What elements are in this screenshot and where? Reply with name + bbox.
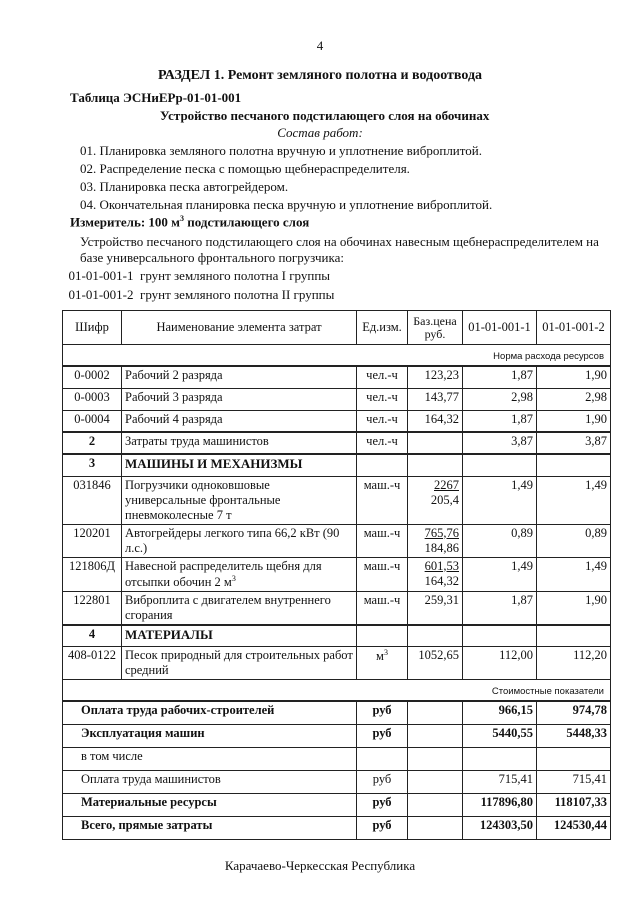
cell-name: Погрузчики одноковшовые универсальные фронтальные пневмоколесные 7 т [122,476,357,524]
cost-v2: 124530,44 [537,816,611,839]
cost-v1: 966,15 [463,701,537,724]
cost-v1: 715,41 [463,770,537,793]
table-row [63,476,611,524]
meter-sup: 3 [180,214,185,223]
cell-name: Автогрейдеры легкого типа 66,2 кВт (90 л.с.) [122,524,357,557]
unit-text: м [376,649,384,664]
operators-row [63,432,611,454]
cell-empty [408,625,463,647]
price-value: 601,53 [424,558,459,573]
cost-unit: руб [357,701,408,724]
cell-v2: 1,49 [537,557,611,591]
cost-v1: 117896,80 [463,793,537,816]
cell-name [122,557,357,591]
header-price: Баз.цена руб. [408,311,463,345]
code-line [62,268,330,284]
cell-v2: 1,90 [537,366,611,388]
cell-v1: 2,98 [463,388,537,410]
cost-label-row [63,680,611,702]
cell-empty [408,747,463,770]
cost-name: Эксплуатация машин [63,724,357,747]
page-footer: Карачаево-Черкесская Республика [224,858,416,873]
price-operator: 164,32 [424,573,459,588]
cost-unit: руб [357,770,408,793]
cost-row [63,724,611,747]
cell-unit: маш.-ч [357,557,408,591]
cell-price: 143,77 [408,388,463,410]
cell-name: Виброплита с двигателем внутреннего сгорания [122,591,357,625]
work-item: 01. Планировка земляного полотна вручную и уплотнение виброплитой. [80,143,482,158]
meter-label: Измеритель: 100 м [70,214,181,230]
cell-v1: 1,49 [463,557,537,591]
table-row [63,647,611,680]
cell-code: 2 [63,432,122,454]
cell-empty [357,625,408,647]
table-row [63,591,611,625]
header-code: Шифр [63,311,122,345]
page-number: 4 [316,38,324,53]
norm-row [63,345,611,367]
cost-v2: 715,41 [537,770,611,793]
cell-code: 120201 [63,524,122,557]
cell-price [408,476,463,524]
cell-price: 259,31 [408,591,463,625]
table-subtitle: Устройство песчаного подстилающего слоя на обочинах [160,108,490,123]
cell-unit: чел.-ч [357,388,408,410]
work-item: 03. Планировка песка автогрейдером. [80,179,289,194]
cell-name: Песок природный для строительных работ средний [122,647,357,680]
cell-empty [408,770,463,793]
cost-v2: 118107,33 [537,793,611,816]
work-item: 04. Окончательная планировка песка вручную и уплотнение виброплитой. [80,197,493,212]
cost-v1: 5440,55 [463,724,537,747]
cell-empty [357,454,408,476]
cell-v1: 1,87 [463,410,537,432]
cell-code: 121806Д [63,557,122,591]
cell-v1: 1,87 [463,366,537,388]
cell-v2: 1,90 [537,591,611,625]
code-id: 01-01-001-1 [68,268,134,283]
code-id: 01-01-001-2 [68,287,134,302]
cell-name: МАТЕРИАЛЫ [122,625,357,647]
meter-line [70,214,309,230]
cell-empty [463,454,537,476]
cell-unit: чел.-ч [357,366,408,388]
cell-price: 164,32 [408,410,463,432]
cost-row [63,701,611,724]
cost-unit: руб [357,793,408,816]
cost-row [63,793,611,816]
cell-price: 1052,65 [408,647,463,680]
cost-v1 [463,747,537,770]
cell-unit: чел.-ч [357,432,408,454]
cell-v2: 3,87 [537,432,611,454]
meter-rest: подстилающего слоя [184,214,310,230]
cell-unit: маш.-ч [357,524,408,557]
code-text: грунт земляного полотна I группы [140,268,331,283]
cell-code: 3 [63,454,122,476]
header-unit: Ед.изм. [357,311,408,345]
table-row [63,410,611,432]
cost-unit: руб [357,724,408,747]
cell-v1: 3,87 [463,432,537,454]
cell-name: Рабочий 2 разряда [122,366,357,388]
header-col1: 01-01-001-1 [463,311,537,345]
cost-v2 [537,747,611,770]
cell-name: Рабочий 4 разряда [122,410,357,432]
code-line [62,287,334,303]
cell-code: 0-0004 [63,410,122,432]
norm-label: Норма расхода ресурсов [63,345,611,367]
cell-empty [408,454,463,476]
cost-unit [357,747,408,770]
cell-v2: 112,20 [537,647,611,680]
cell-code: 0-0002 [63,366,122,388]
cell-empty [408,816,463,839]
price-value: 2267 [434,477,459,492]
materials-header-row [63,625,611,647]
resource-table [62,310,611,840]
cell-code: 0-0003 [63,388,122,410]
code-text: грунт земляного полотна II группы [140,287,335,302]
price-operator: 184,86 [424,540,459,555]
price-operator: 205,4 [430,492,459,507]
cell-price [408,432,463,454]
cell-v2: 2,98 [537,388,611,410]
table-header-row [63,311,611,345]
cell-empty [537,454,611,476]
cell-v1: 1,49 [463,476,537,524]
cost-v2: 5448,33 [537,724,611,747]
cost-v2: 974,78 [537,701,611,724]
cell-empty [408,701,463,724]
table-row [63,524,611,557]
cell-v2: 0,89 [537,524,611,557]
cost-name: Материальные ресурсы [63,793,357,816]
works-heading: Состав работ: [277,125,363,140]
cost-name: в том числе [63,747,357,770]
work-item: 02. Распределение песка с помощью щебнераспределителя. [80,161,410,176]
cell-empty [463,625,537,647]
cell-price: 123,23 [408,366,463,388]
cell-v1: 112,00 [463,647,537,680]
cell-code: 4 [63,625,122,647]
cell-name: МАШИНЫ И МЕХАНИЗМЫ [122,454,357,476]
header-name: Наименование элемента затрат [122,311,357,345]
cell-unit: чел.-ч [357,410,408,432]
table-row [63,557,611,591]
cell-v2: 1,49 [537,476,611,524]
table-row [63,388,611,410]
cell-empty [408,793,463,816]
cost-row [63,816,611,839]
cost-label: Стоимостные показатели [63,680,611,702]
cost-name: Оплата труда рабочих-строителей [63,701,357,724]
table-row [63,366,611,388]
header-col2: 01-01-001-2 [537,311,611,345]
cost-name: Оплата труда машинистов [63,770,357,793]
section-title: РАЗДЕЛ 1. Ремонт земляного полотна и водоотвода [157,68,483,83]
price-value: 765,76 [424,525,459,540]
cost-name: Всего, прямые затраты [63,816,357,839]
cost-v1: 124303,50 [463,816,537,839]
unit-sup: 3 [383,648,388,658]
machines-header-row [63,454,611,476]
cell-price [408,524,463,557]
cell-empty [408,724,463,747]
table-id: Таблица ЭСНиЕРр-01-01-001 [70,90,242,105]
cell-v1: 0,89 [463,524,537,557]
cell-name: Затраты труда машинистов [122,432,357,454]
cell-v2: 1,90 [537,410,611,432]
cell-code: 031846 [63,476,122,524]
cell-empty [537,625,611,647]
cell-v1: 1,87 [463,591,537,625]
cell-unit [357,647,408,680]
cell-price [408,557,463,591]
name-sup: 3 [231,573,236,583]
description: Устройство песчаного подстилающего слоя на обочинах навесным щебнераспределителем на базе универсального фронтального погрузчика: [80,234,599,265]
cost-row [63,747,611,770]
name-text: Навесной распределитель щебня для отсыпки обочин 2 м [125,558,322,589]
cost-unit: руб [357,816,408,839]
cell-code: 122801 [63,591,122,625]
cell-unit: маш.-ч [357,476,408,524]
cost-row [63,770,611,793]
cell-name: Рабочий 3 разряда [122,388,357,410]
cell-code: 408-0122 [63,647,122,680]
cell-unit: маш.-ч [357,591,408,625]
